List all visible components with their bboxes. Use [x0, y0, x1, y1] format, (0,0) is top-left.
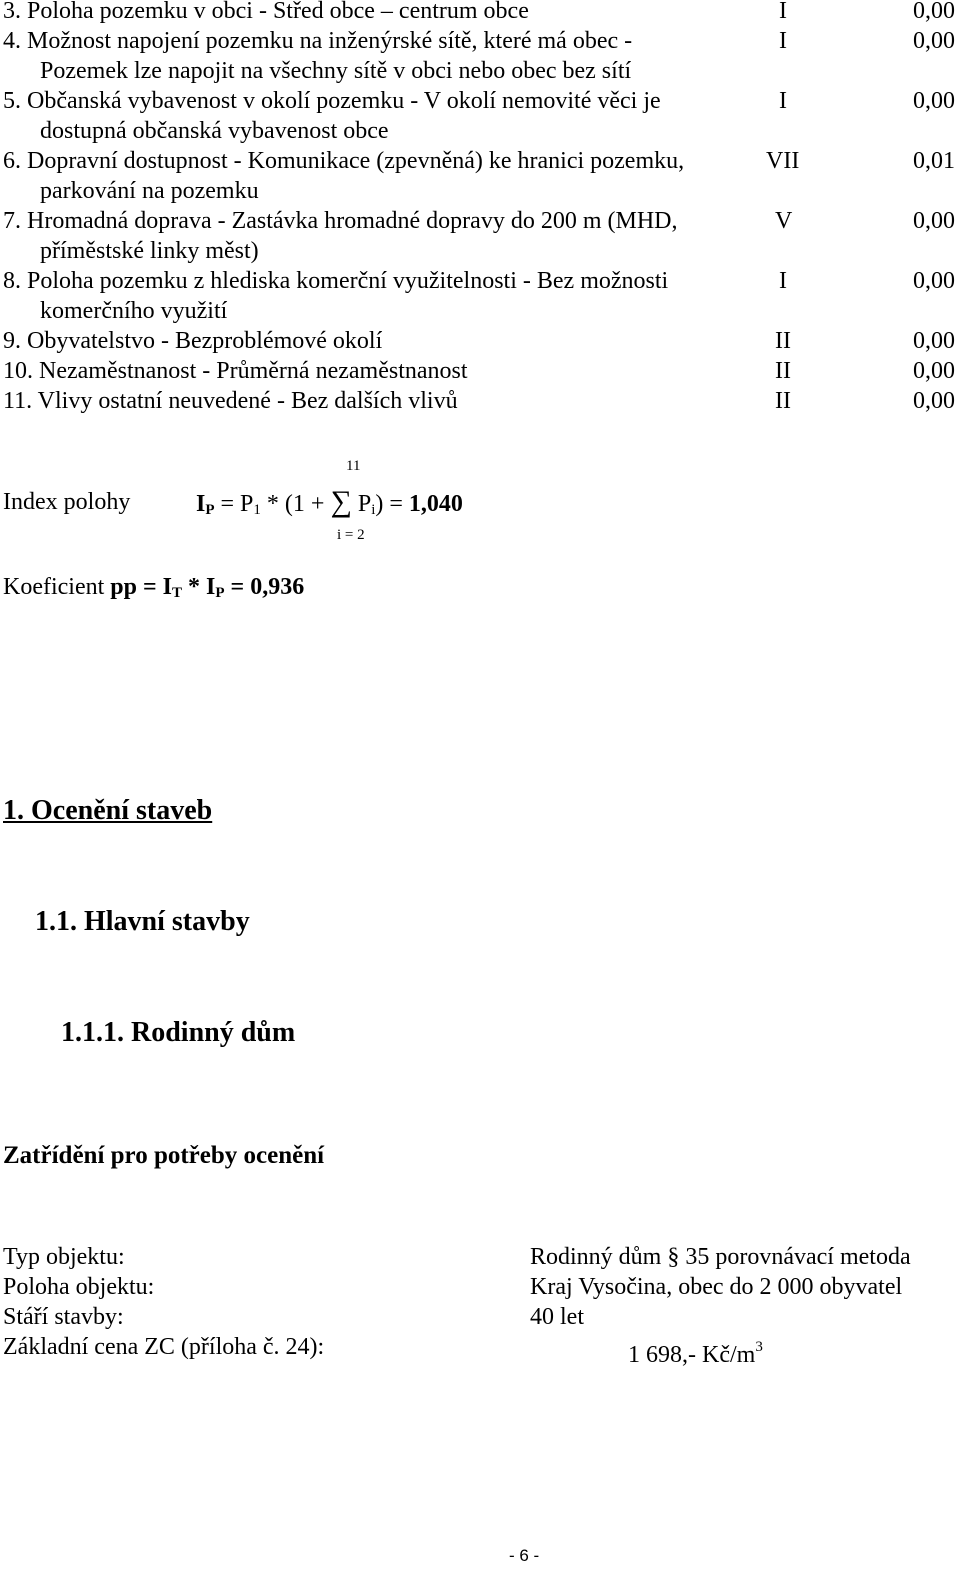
- criterion-6-class: VII: [766, 148, 800, 174]
- criterion-10-text: 10. Nezaměstnanost - Průměrná nezaměstnanost: [3, 358, 468, 384]
- criterion-8-text-cont: komerčního využití: [40, 298, 228, 324]
- unit-superscript: 3: [755, 1339, 763, 1355]
- detail-value-poloha: Kraj Vysočina, obec do 2 000 obyvatel: [530, 1274, 903, 1300]
- p1-subscript: 1: [253, 502, 261, 518]
- pp-symbol: pp = I: [110, 574, 173, 600]
- eq-part-1: = P: [214, 491, 254, 517]
- mult-ip: * I: [182, 574, 216, 600]
- koeficient-result: = 0,936: [224, 574, 305, 600]
- criterion-6-text-cont: parkování na pozemku: [40, 178, 259, 204]
- detail-label-zakladni-cena: Základní cena ZC (příloha č. 24):: [3, 1334, 325, 1360]
- criterion-5-text-cont: dostupná občanská vybavenost obce: [40, 118, 389, 144]
- criterion-9-class: II: [775, 328, 791, 354]
- detail-value-zakladni-cena: [628, 1332, 763, 1370]
- heading-oceneni-staveb: 1. Ocenění staveb: [3, 795, 213, 826]
- detail-value-typ: Rodinný dům § 35 porovnávací metoda: [530, 1244, 911, 1270]
- detail-label-typ: Typ objektu:: [3, 1244, 125, 1270]
- criterion-7-text-cont: příměstské linky měst): [40, 238, 259, 264]
- ip-subscript: P: [205, 502, 215, 518]
- detail-label-stari: Stáří stavby:: [3, 1304, 124, 1330]
- criterion-5-value: 0,00: [913, 88, 955, 114]
- criterion-9-text: 9. Obyvatelstvo - Bezproblémové okolí: [3, 328, 383, 354]
- eq-part-3: ) =: [375, 491, 409, 517]
- criterion-7-text: 7. Hromadná doprava - Zastávka hromadné dopravy do 200 m (MHD,: [3, 208, 678, 234]
- heading-rodinny-dum: 1.1.1. Rodinný dům: [61, 1017, 296, 1048]
- detail-value-stari: 40 let: [530, 1304, 584, 1330]
- index-polohy-equation: [196, 487, 463, 525]
- ip-symbol: I: [196, 491, 206, 517]
- criterion-4-text-cont: Pozemek lze napojit na všechny sítě v obci nebo obec bez sítí: [40, 58, 632, 84]
- pi-symbol: P: [357, 491, 372, 517]
- criterion-3-value: 0,00: [913, 0, 955, 24]
- criterion-8-class: I: [779, 268, 787, 294]
- criterion-4-value: 0,00: [913, 28, 955, 54]
- heading-hlavni-stavby: 1.1. Hlavní stavby: [35, 906, 250, 937]
- criterion-6-text: 6. Dopravní dostupnost - Komunikace (zpevněná) ke hranici pozemku,: [3, 148, 685, 174]
- criterion-7-value: 0,00: [913, 208, 955, 234]
- criterion-8-value: 0,00: [913, 268, 955, 294]
- eq-part-2: * (1 +: [260, 491, 331, 517]
- criterion-5-text: 5. Občanská vybavenost v okolí pozemku - V okolí nemovité věci je: [3, 88, 661, 114]
- sum-icon: ∑: [330, 485, 352, 518]
- detail-label-poloha: Poloha objektu:: [3, 1274, 155, 1300]
- koeficient-formula: [3, 572, 304, 608]
- criterion-3-class: I: [779, 0, 787, 24]
- ip2-subscript: P: [215, 585, 225, 601]
- criterion-11-value: 0,00: [913, 388, 955, 414]
- heading-zatrideni: Zatřídění pro potřeby ocenění: [3, 1142, 325, 1169]
- pi-subscript: i: [371, 502, 376, 518]
- zakladni-cena-value: 1 698,- Kč/m: [628, 1342, 756, 1368]
- criterion-6-value: 0,01: [913, 148, 955, 174]
- koeficient-label: Koeficient: [3, 574, 111, 600]
- criterion-4-text: 4. Možnost napojení pozemku na inženýrské sítě, které má obec -: [3, 28, 633, 54]
- criterion-3-text: 3. Poloha pozemku v obci - Střed obce – centrum obce: [3, 0, 529, 24]
- criterion-9-value: 0,00: [913, 328, 955, 354]
- it-subscript: T: [172, 585, 183, 601]
- criterion-10-value: 0,00: [913, 358, 955, 384]
- page-number: - 6 -: [509, 1546, 540, 1565]
- criterion-11-class: II: [775, 388, 791, 414]
- criterion-11-text: 11. Vlivy ostatní neuvedené - Bez dalších vlivů: [3, 388, 458, 414]
- criterion-4-class: I: [779, 28, 787, 54]
- criterion-8-text: 8. Poloha pozemku z hlediska komerční využitelnosti - Bez možnosti: [3, 268, 669, 294]
- sum-lower-limit: i = 2: [337, 527, 365, 543]
- criterion-7-class: V: [775, 208, 793, 234]
- sum-upper-limit: 11: [346, 458, 361, 474]
- index-polohy-result: 1,040: [408, 491, 463, 517]
- criterion-10-class: II: [775, 358, 791, 384]
- criterion-5-class: I: [779, 88, 787, 114]
- index-polohy-label: Index polohy: [3, 489, 131, 515]
